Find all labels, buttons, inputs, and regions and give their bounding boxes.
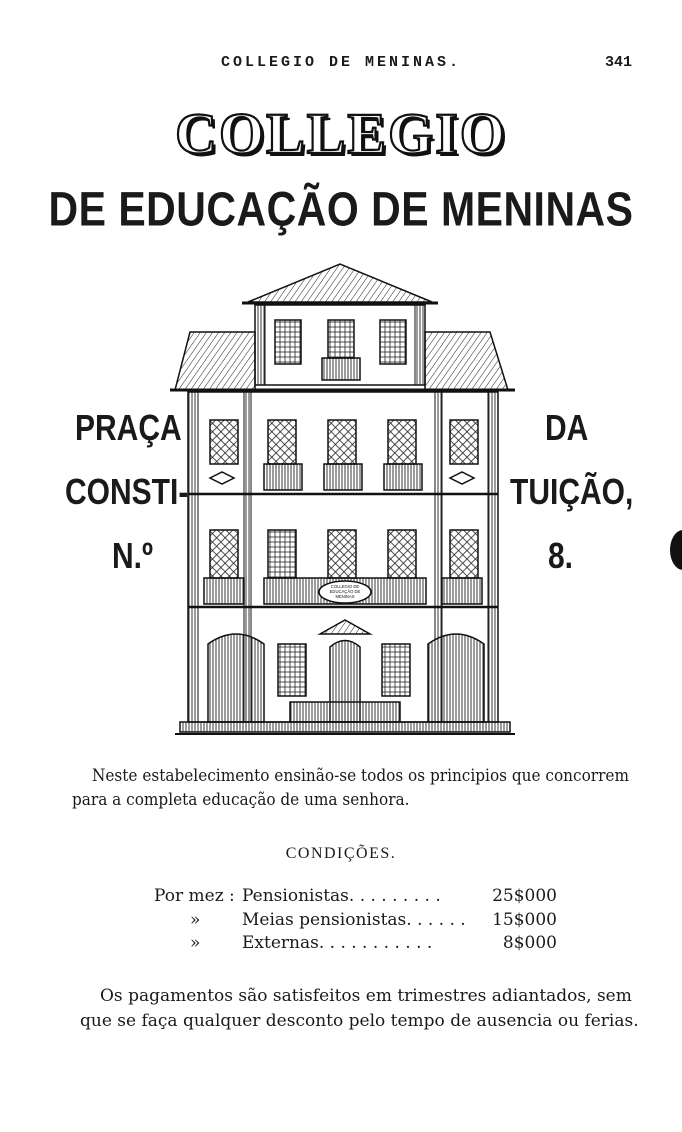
condition-label: Externas. . . . . . . . . . . xyxy=(242,933,433,953)
signboard-line-1: COLLEGIO DE xyxy=(330,584,360,589)
condition-label: Meias pensionistas. . . . . . xyxy=(242,910,466,930)
building-engraving xyxy=(170,262,520,740)
address-left-1: PRAÇA xyxy=(75,408,182,449)
condition-prefix: » xyxy=(190,933,201,953)
address-right-2: TUIÇÃO, xyxy=(510,472,634,513)
condition-price: 15$000 xyxy=(492,910,557,930)
main-title: COLLEGIO xyxy=(175,101,507,166)
signboard-line-3: MENINAS xyxy=(335,594,355,599)
conditions-title: CONDIÇÕES. xyxy=(285,845,397,862)
running-title: COLLEGIO DE MENINAS. xyxy=(220,54,462,71)
condition-label: Pensionistas. . . . . . . . . xyxy=(242,886,441,906)
subtitle: DE EDUCAÇÃO DE MENINAS xyxy=(48,182,634,237)
signboard-line-2: EDUCAÇÃO DE xyxy=(329,589,361,594)
condition-price: 25$000 xyxy=(492,886,557,906)
address-right-1: DA xyxy=(545,408,589,449)
condition-prefix: » xyxy=(190,910,201,930)
intro-paragraph: Neste estabelecimento ensinão-se todos os principios que concorrem para a completa educação de uma senhora. xyxy=(72,766,629,810)
page-edge-mark xyxy=(670,530,682,570)
condition-prefix: Por mez : xyxy=(154,886,235,906)
closing-paragraph: Os pagamentos são satisfeitos em trimestres adiantados, sem que se faça qualquer desconto pelo tempo de ausencia ou ferias. xyxy=(80,986,639,1031)
address-left-3: N.º xyxy=(112,536,153,577)
address-right-3: 8. xyxy=(548,536,574,577)
address-left-2: CONSTI- xyxy=(65,472,189,513)
page-number: 341 xyxy=(604,54,632,71)
condition-price: 8$000 xyxy=(502,933,557,953)
